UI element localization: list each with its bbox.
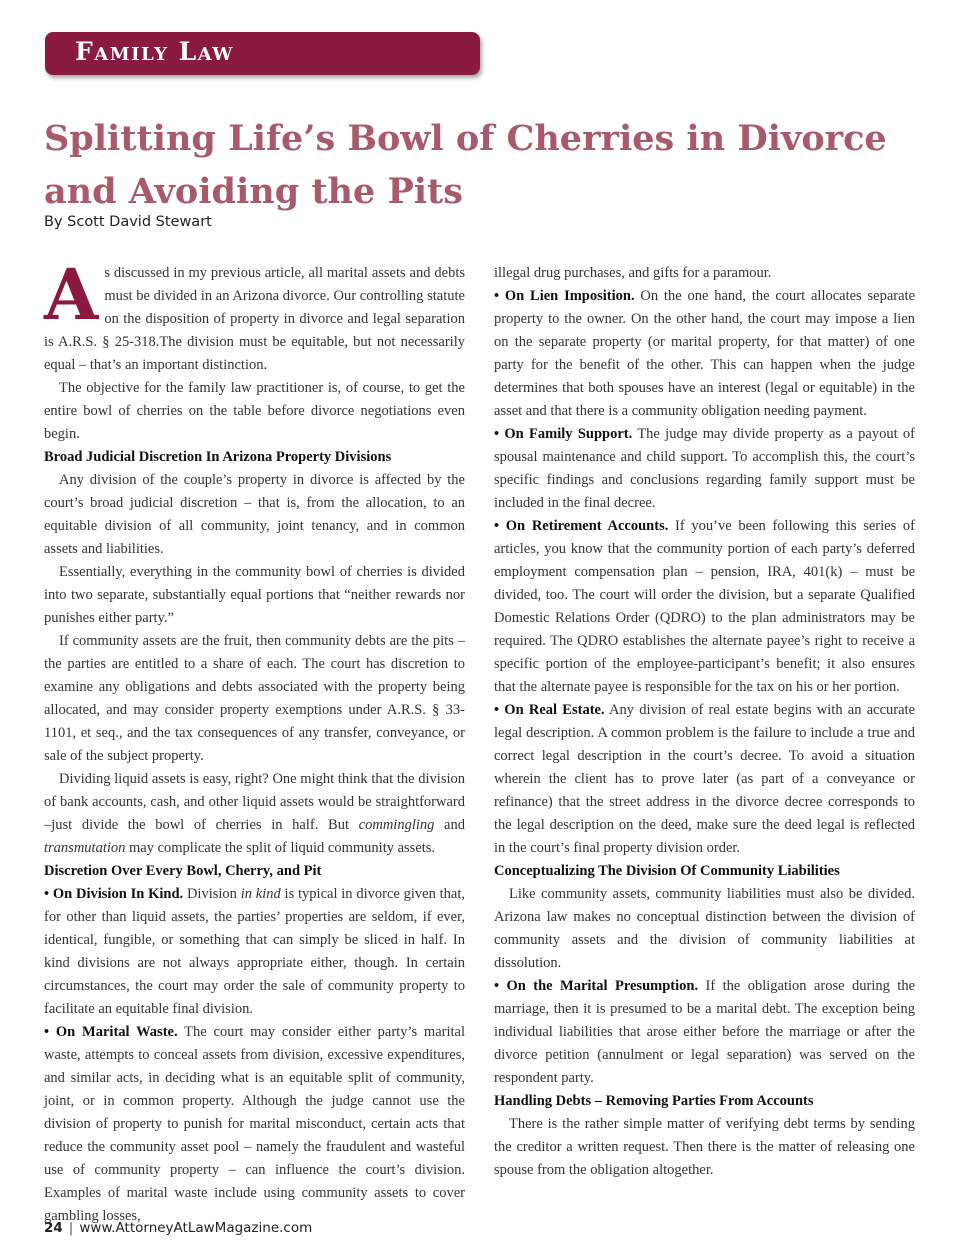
text-run: may complicate the split of liquid community assets. xyxy=(125,840,436,856)
bullet-paragraph xyxy=(494,285,915,423)
page-footer xyxy=(44,1220,312,1236)
bullet-paragraph xyxy=(494,515,915,699)
text-run: and xyxy=(434,817,465,833)
article-headline: Splitting Life’s Bowl of Cherries in Divorce and Avoiding the Pits xyxy=(44,118,887,212)
bullet-lead: • On Retirement Accounts. xyxy=(494,518,669,534)
bullet-lead: • On Lien Imposition. xyxy=(494,288,635,304)
section-banner xyxy=(45,32,480,75)
bullet-lead: • On the Marital Presumption. xyxy=(494,978,699,994)
paragraph: There is the rather simple matter of verifying debt terms by sending the creditor a written request. Then there is the matter of releasing one spouse from the obligation altogether. xyxy=(494,1116,915,1178)
paragraph: Any division of the couple’s property in divorce is affected by the court’s broad judicial discretion – that is, from the allocation, to an equitable division of all community, joint tenancy, and in common assets and liabilities. xyxy=(44,472,465,557)
drop-cap: A xyxy=(44,253,99,336)
intro-text: s discussed in my previous article, all marital assets and debts must be divided in an Arizona divorce. Our controlling statute on the disposition of property in divorce and legal separation is A.R.S. § 25-318.The division must be equitable, but not necessarily equal – that’s an important distinction. xyxy=(44,265,465,373)
section-heading: Conceptualizing The Division Of Community Liabilities xyxy=(494,863,840,879)
bullet-paragraph xyxy=(44,883,465,1021)
footer-site-link[interactable]: www.AttorneyAtLawMagazine.com xyxy=(79,1220,313,1236)
text-run: Division xyxy=(183,886,241,902)
intro-paragraph xyxy=(44,253,465,377)
paragraph: Like community assets, community liabilities must also be divided. Arizona law makes no conceptual distinction between the division of community assets and the division of community liabilities at dissolution. xyxy=(494,886,915,971)
text-run: On the one hand, the court allocates separate property to the owner. On the other hand, the court may impose a lien on the separate property (or marital property, for that matter) of one party for the benefit of the other. This can happen when the judge determines that both spouses have an interest (legal or equitable) in the asset and that there is a community obligation needing payment. xyxy=(494,288,916,419)
emphasis: in kind xyxy=(240,886,281,902)
text-run: The judge may divide property as a payout of spousal maintenance and child support. To accomplish this, the court’s specific findings and conclusions regarding family support must be included in the final decree. xyxy=(494,426,915,511)
bullet-lead: • On Real Estate. xyxy=(494,702,605,718)
bullet-lead: • On Family Support. xyxy=(494,426,633,442)
section-heading: Discretion Over Every Bowl, Cherry, and Pit xyxy=(44,863,322,879)
bullet-paragraph xyxy=(494,975,915,1090)
text-run: is typical in divorce given that, for other than liquid assets, the parties’ properties are seldom, if ever, identical, fungible, or something that can simply be sliced in half. In kind divisions are not always appropriate either, though. In certain circumstances, the court may order the sale of community property to facilitate an equitable final division. xyxy=(44,886,466,1017)
section-label: Family Law xyxy=(75,37,234,66)
text-run: Any division of real estate begins with an accurate legal description. A common problem is the failure to include a true and correct legal description in the court’s decree. To avoid a situation wherein the client has to prove later (as part of a conveyance or refinance) that the street address in the divorce decree corresponds to the legal description on the deed, make sure the deed legal is reflected in the court’s final property division order. xyxy=(494,702,916,856)
paragraph: illegal drug purchases, and gifts for a paramour. xyxy=(494,265,772,281)
bullet-paragraph xyxy=(44,1021,465,1228)
footer-separator: | xyxy=(68,1220,74,1236)
article-byline: By Scott David Stewart xyxy=(44,214,212,230)
text-run: The court may consider either party’s marital waste, attempts to conceal assets from division, excessive expenditures, and similar acts, in deciding what is an equitable split of community, joint, or in common property. Although the judge cannot use the division of property to punish for marital misconduct, certain acts that reduce the community asset pool – namely the fraudulent and wasteful use of community property – can influence the court’s division. Examples of marital waste include using community assets to cover gambling losses, xyxy=(44,1024,465,1224)
paragraph: The objective for the family law practitioner is, of course, to get the entire bowl of cherries on the table before divorce negotiations even begin. xyxy=(44,380,465,442)
section-heading: Broad Judicial Discretion In Arizona Property Divisions xyxy=(44,449,392,465)
right-column xyxy=(494,262,915,1182)
paragraph xyxy=(44,768,465,860)
paragraph: If community assets are the fruit, then community debts are the pits – the parties are entitled to a share of each. The court has discretion to examine any obligations and debts associated with the property being allocated, and may consider property exemptions under A.R.S. § 33-1101, et seq., and the tax consequences of any transfer, conveyance, or sale of the subject property. xyxy=(44,633,465,764)
paragraph: Essentially, everything in the community bowl of cherries is divided into two separate, substantially equal portions that “neither rewards nor punishes either party.” xyxy=(44,564,465,626)
text-run: If you’ve been following this series of articles, you know that the community portion of each party’s deferred employment compensation plan – pension, IRA, 401(k) – must be divided, too. The court will order the division, but a separate Qualified Domestic Relations Order (QDRO) to the plan administrators may be required. The QDRO establishes the alternate payee’s right to receive a specific portion of the employee-participant’s benefit; it also ensures that the alternate payee is responsible for the tax on his or her portion. xyxy=(494,518,915,695)
section-heading: Handling Debts – Removing Parties From Accounts xyxy=(494,1093,814,1109)
bullet-paragraph xyxy=(494,423,915,515)
bullet-paragraph xyxy=(494,699,915,860)
bullet-lead: • On Division In Kind. xyxy=(44,886,184,902)
bullet-lead: • On Marital Waste. xyxy=(44,1024,178,1040)
emphasis: commingling xyxy=(358,817,435,833)
page-number: 24 xyxy=(44,1220,63,1236)
text-run: If the obligation arose during the marriage, then it is presumed to be a marital debt. The exception being individual liabilities that arose either before the marriage or after the divorce petition (annulment or legal separation) was served on the respondent party. xyxy=(494,978,915,1086)
left-column xyxy=(44,253,466,1228)
text-run: Dividing liquid assets is easy, right? One might think that the division of bank accounts, cash, and other liquid assets would be straightforward –just divide the bowl of cherries in half. But xyxy=(44,771,465,833)
emphasis: transmutation xyxy=(44,840,126,856)
